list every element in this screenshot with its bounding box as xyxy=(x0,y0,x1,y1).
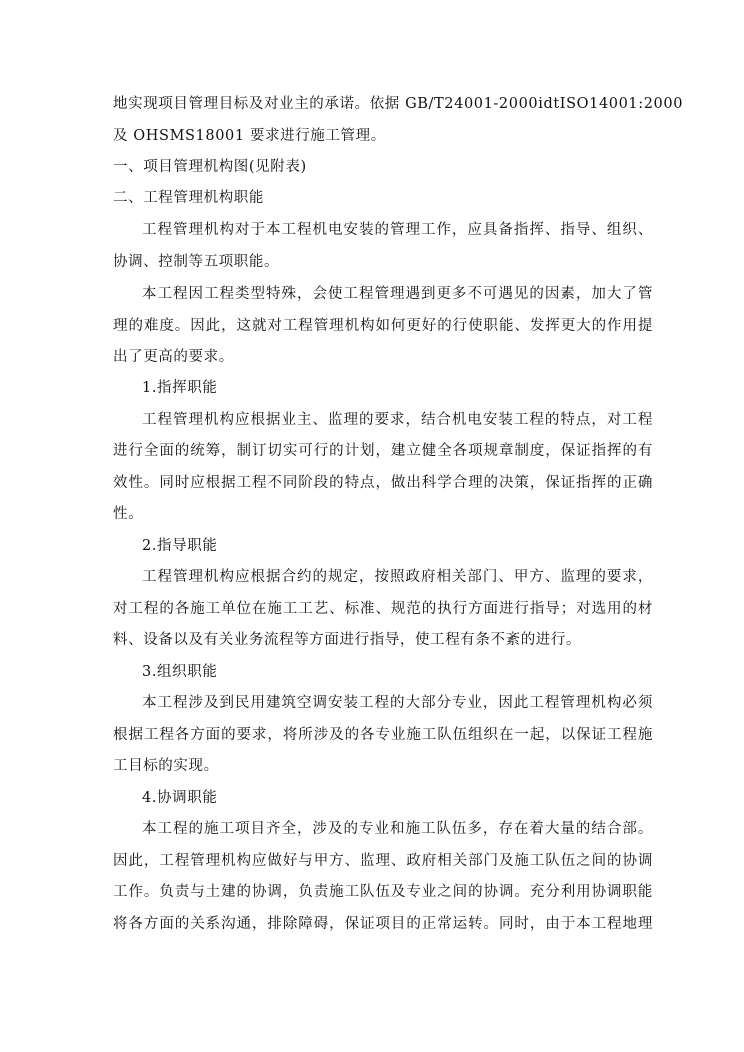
section-heading-2: 二、工程管理机构职能 xyxy=(113,190,264,206)
body-text-line: 根据工程各方面的要求，将所涉及的各专业施工队伍组织在一起，以保证工程施 xyxy=(113,727,653,743)
body-text-line: 工目标的实现。 xyxy=(113,758,219,774)
body-text-line: 料、设备以及有关业务流程等方面进行指导，使工程有条不紊的进行。 xyxy=(113,632,582,648)
body-text-line: 工程管理机构应根据合约的规定，按照政府相关部门、甲方、监理的要求， xyxy=(142,569,653,585)
body-text-line: 本工程因工程类型特殊，会使工程管理遇到更多不可遇见的因素，加大了管 xyxy=(142,286,653,302)
body-text-line: 理的难度。因此，这就对工程管理机构如何更好的行使职能、发挥更大的作用提 xyxy=(113,318,653,334)
subsection-heading-1: 1.指挥职能 xyxy=(142,380,218,396)
section-heading-1: 一、项目管理机构图(见附表) xyxy=(113,159,307,175)
body-text-line: 协调、控制等五项职能。 xyxy=(113,254,280,270)
body-text-line: 本工程涉及到民用建筑空调安装工程的大部分专业，因此工程管理机构必须 xyxy=(142,695,653,711)
subsection-heading-3: 3.组织职能 xyxy=(142,664,218,680)
body-text-line: 性。 xyxy=(113,506,144,522)
subsection-heading-4: 4.协调职能 xyxy=(142,790,218,806)
body-text-line: 进行全面的统筹，制订切实可行的计划，建立健全各项规章制度，保证指挥的有 xyxy=(113,443,653,459)
body-text-line: 出了更高的要求。 xyxy=(113,349,234,365)
body-text-line: 本工程的施工项目齐全，涉及的专业和施工队伍多，存在着大量的结合部。 xyxy=(142,821,653,837)
body-text-line: 将各方面的关系沟通，排除障碍，保证项目的正常运转。同时，由于本工程地理 xyxy=(113,916,653,932)
body-text-line: 因此，工程管理机构应做好与甲方、监理、政府相关部门及施工队伍之间的协调 xyxy=(113,853,653,869)
body-text-line: 工程管理机构对于本工程机电安装的管理工作，应具备指挥、指导、组织、 xyxy=(142,222,653,238)
body-text-line: 效性。同时应根据工程不同阶段的特点，做出科学合理的决策，保证指挥的正确 xyxy=(113,475,653,491)
body-text-line: 对工程的各施工单位在施工工艺、标准、规范的执行方面进行指导；对选用的材 xyxy=(113,601,653,617)
body-text-line: 地实现项目管理目标及对业主的承诺。依据 GB/T24001-2000idtISO14001:2000 xyxy=(113,96,684,112)
body-text-line: 工程管理机构应根据业主、监理的要求，结合机电安装工程的特点，对工程 xyxy=(142,412,653,428)
subsection-heading-2: 2.指导职能 xyxy=(142,538,218,554)
body-text-line: 工作。负责与土建的协调，负责施工队伍及专业之间的协调。充分利用协调职能 xyxy=(113,884,653,900)
body-text-line: 及 OHSMS18001 要求进行施工管理。 xyxy=(113,128,386,144)
